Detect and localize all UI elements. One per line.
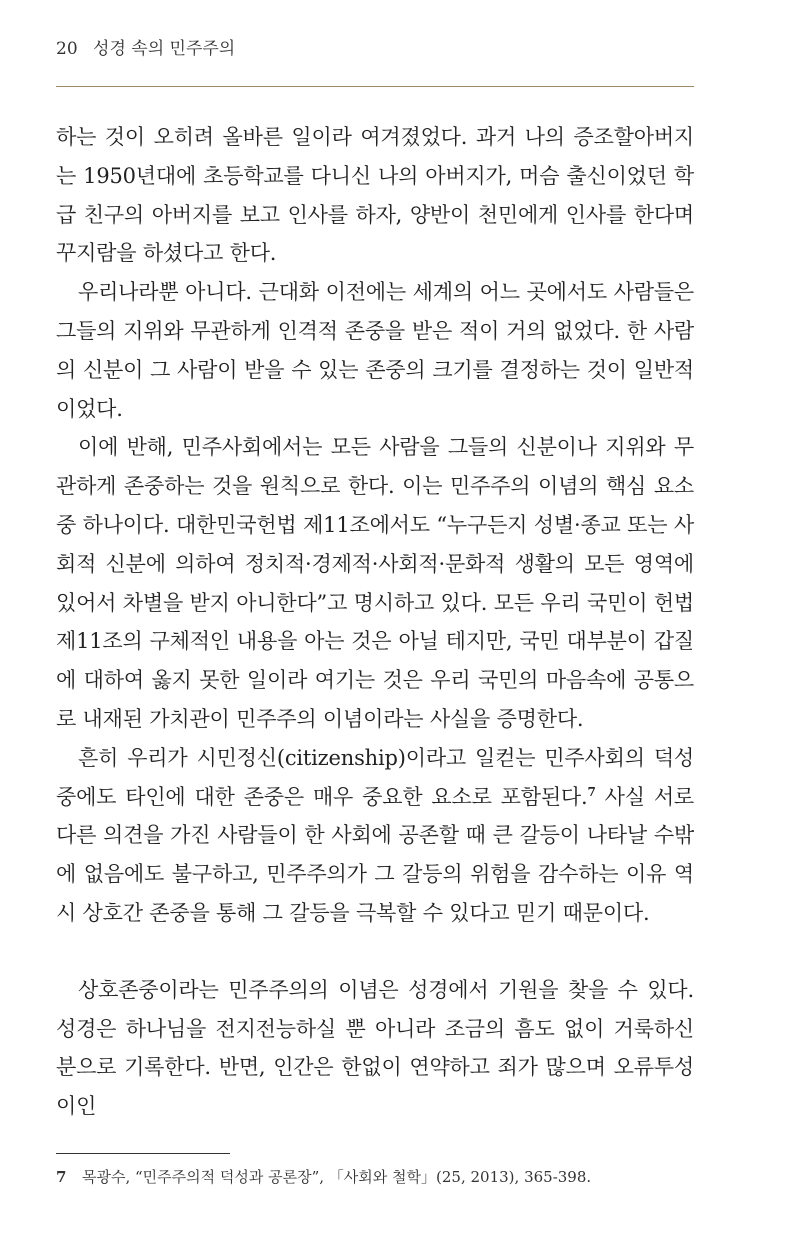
paragraph-text-after-note: 사실 서로 다른 의견을 가진 사람들이 한 사회에 공존할 때 큰 갈등이 나타날 수밖에 없음에도 불구하고, 민주주의가 그 갈등의 위험을 감수하는 이유 역시 상호간 존중을 통해 그 갈등을 극복할 수 있다고 믿기 때문이다. xyxy=(56,784,695,925)
footnote-number: 7 xyxy=(56,1168,67,1186)
paragraph-continued: 하는 것이 오히려 올바른 일이라 여겨졌었다. 과거 나의 증조할아버지는 1950년대에 초등학교를 다니신 나의 아버지가, 머슴 출신이었던 학급 친구의 아버지를 보고 인사를 하자, 양반이 천민에게 인사를 한다며 꾸지람을 하셨다고 한다. xyxy=(56,125,694,266)
footnote-text: 목광수, “민주주의적 덕성과 공론장”, 「사회와 철학」(25, 2013), 365-398. xyxy=(82,1168,592,1186)
paragraph-with-footnote xyxy=(56,739,694,933)
header-rule xyxy=(56,86,694,87)
footnote-rule xyxy=(56,1153,230,1154)
paragraph: 이에 반해, 민주사회에서는 모든 사람을 그들의 신분이나 지위와 무관하게 존중하는 것을 원칙으로 한다. 이는 민주주의 이념의 핵심 요소 중 하나이다. 대한민국헌법 제11조에서도 “누구든지 성별·종교 또는 사회적 신분에 의하여 정치적·경제적·사회적·문화적 생활의 모든 영역에 있어서 차별을 받지 아니한다”고 명시하고 있다. 모든 우리 국민이 헌법 제11조의 구체적인 내용을 아는 것은 아닐 테지만, 국민 대부분이 갑질에 대하여 옳지 못한 일이라 여기는 것은 우리 국민의 마음속에 공통으로 내재된 가치관이 민주주의 이념이라는 사실을 증명한다. xyxy=(56,435,694,731)
paragraph: 상호존중이라는 민주주의의 이념은 성경에서 기원을 찾을 수 있다. 성경은 하나님을 전지전능하실 뿐 아니라 조금의 흠도 없이 거룩하신 분으로 기록한다. 반면, 인간은 한없이 연약하고 죄가 많으며 오류투성이인 xyxy=(56,977,694,1119)
running-header xyxy=(56,34,235,59)
page-number: 20 xyxy=(56,39,78,59)
running-title: 성경 속의 민주주의 xyxy=(93,39,236,59)
body-text xyxy=(56,118,694,1126)
paragraph-text-before-note: 흔히 우리가 시민정신(citizenship)이라고 일컫는 민주사회의 덕성 중에도 타인에 대한 존중은 매우 중요한 요소로 포함된다. xyxy=(56,745,694,809)
paragraph: 우리나라뿐 아니다. 근대화 이전에는 세계의 어느 곳에서도 사람들은 그들의 지위와 무관하게 인격적 존중을 받은 적이 거의 없었다. 한 사람의 신분이 그 사람이 받을 수 있는 존중의 크기를 결정하는 것이 일반적이었다. xyxy=(56,280,694,421)
footnote xyxy=(56,1166,716,1187)
footnote-reference[interactable]: 7 xyxy=(587,784,596,799)
